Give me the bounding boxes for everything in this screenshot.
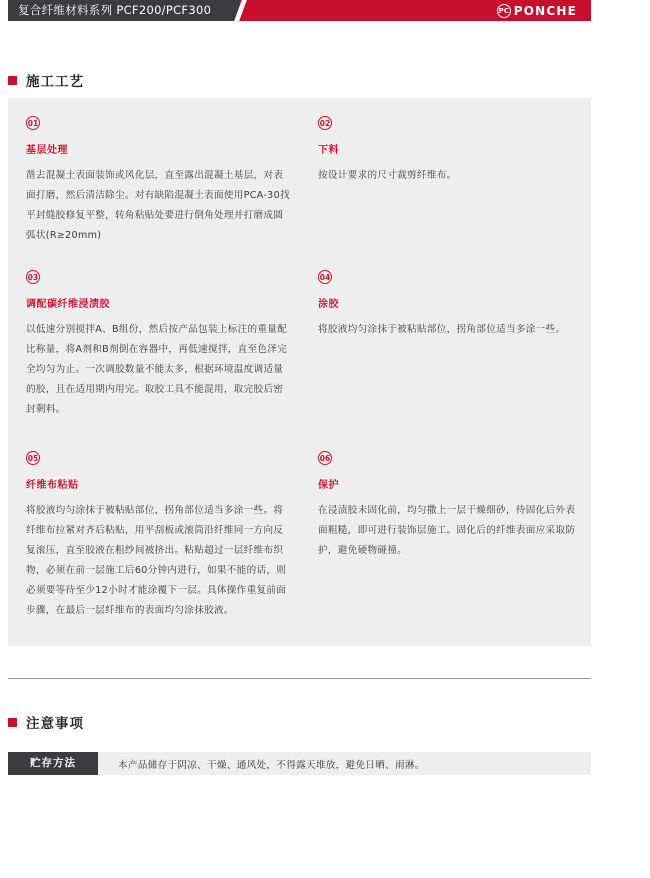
logo-mark-icon: PC [497, 4, 511, 18]
step-text: 凿去混凝土表面装饰或风化层，直至露出混凝土基层，对表面打磨，然后清洁除尘。对有缺陷混凝土表面使用PCA-30找平封缝胶修复平整，转角粘贴处要进行倒角处理并打磨成圆弧状(R≥20mm) [26, 170, 290, 241]
step-card [318, 116, 583, 186]
step-number-icon: 03 [26, 270, 40, 284]
step-text: 在浸渍胶未固化前，均匀撒上一层干燥细砂，待固化后外表面粗糙，即可进行装饰层施工。固化后的纤维表面应采取防护，避免硬物碰撞。 [318, 505, 576, 556]
storage-row [8, 752, 591, 775]
step-card [26, 116, 291, 246]
brand-logo [497, 3, 577, 18]
brand-bar [240, 0, 591, 21]
notes-heading [8, 712, 84, 732]
step-card [318, 451, 583, 561]
storage-text: 本产品储存于阴凉、干燥、通风处，不得露天堆放，避免日晒、雨淋。 [118, 759, 425, 771]
step-card [26, 451, 291, 621]
square-bullet-icon [8, 76, 17, 85]
construction-heading-text: 施工工艺 [26, 74, 84, 90]
series-title: 复合纤维材料系列 PCF200/PCF300 [8, 0, 240, 21]
step-number-icon: 04 [318, 270, 332, 284]
step-text: 将胶液均匀涂抹于被粘贴部位，拐角部位适当多涂一些。将纤维布拉紧对齐后粘贴，用平刮板或滚筒沿纤维同一方向反复滚压，直至胶液在粗纱间被挤出。粘贴超过一层纤维布织物，必须在前一层施工后60分钟内进行，如果不能的话，则必须要等待至少12小时才能涂覆下一层。具体操作重复前面步骤，在最后一层纤维布的表面均匀涂抹胶液。 [26, 505, 287, 616]
notes-heading-text: 注意事项 [26, 716, 84, 732]
step-title: 涂胶 [318, 299, 339, 310]
step-text: 将胶液均匀涂抹于被粘贴部位，拐角部位适当多涂一些。 [318, 324, 566, 335]
step-text: 以低速分别搅拌A、B组份，然后按产品包装上标注的重量配比称量，将A剂和B剂倒在容器中，再低速搅拌，直至色泽完全均匀为止。一次调胶数量不能太多，根据环境温度调适量的胶，且在适用期内用完。取胶工具不能混用，取完胶后密封剩料。 [26, 324, 288, 415]
construction-panel [8, 98, 591, 646]
step-card [26, 270, 291, 420]
step-title: 基层处理 [26, 145, 68, 156]
storage-label: 贮存方法 [8, 752, 98, 775]
step-text: 按设计要求的尺寸裁剪纤维布。 [318, 170, 457, 181]
step-title: 下料 [318, 145, 339, 156]
step-number-icon: 02 [318, 116, 332, 130]
step-title: 调配碳纤维浸渍胶 [26, 299, 110, 310]
square-bullet-icon [8, 718, 17, 727]
step-number-icon: 05 [26, 451, 40, 465]
step-number-icon: 06 [318, 451, 332, 465]
step-title: 保护 [318, 480, 339, 491]
step-card [318, 270, 583, 340]
logo-text: PONCHE [513, 3, 577, 18]
section-divider [8, 678, 591, 679]
step-title: 纤维布粘贴 [26, 480, 79, 491]
step-number-icon: 01 [26, 116, 40, 130]
construction-heading [8, 70, 84, 90]
header-bar [8, 0, 591, 21]
